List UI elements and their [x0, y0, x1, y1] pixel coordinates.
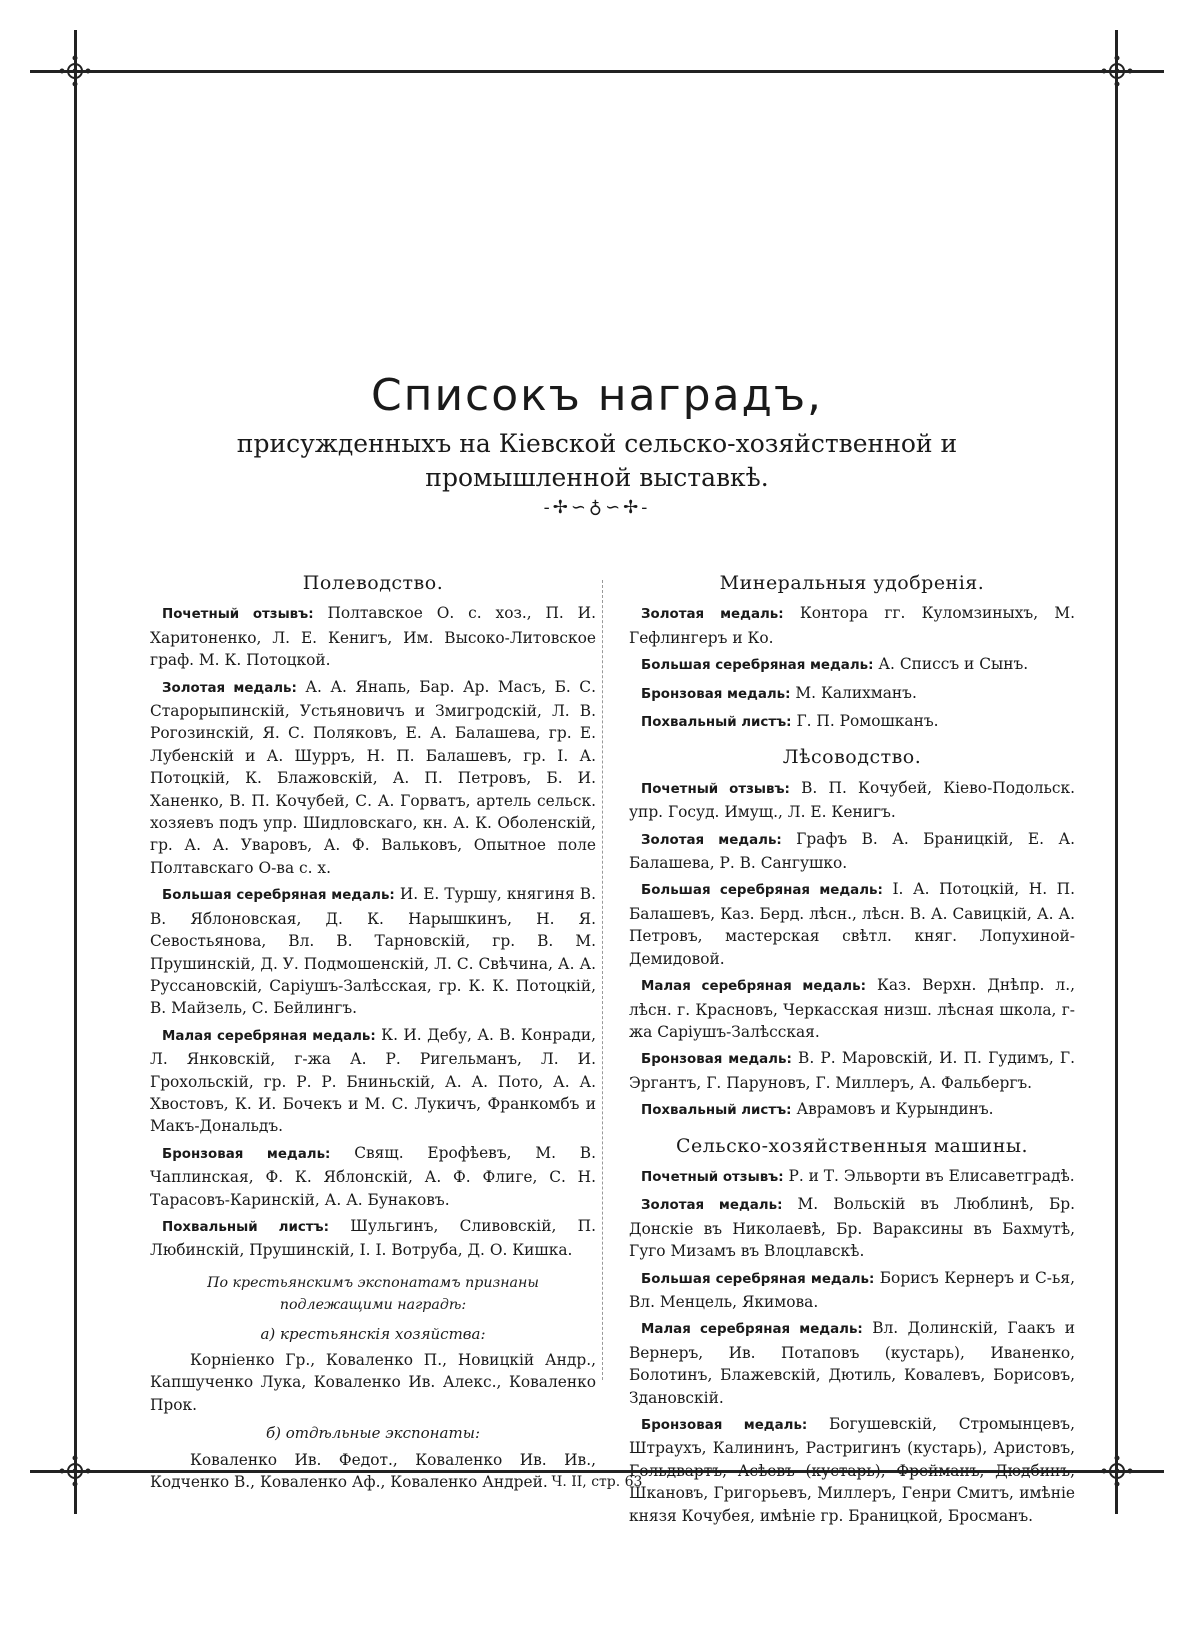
award-entry	[629, 710, 1075, 734]
title-block	[120, 370, 1074, 518]
award-text: Контора гг. Куломзиныхъ, М. Гефлингеръ и Ко.	[629, 604, 1075, 647]
award-text: Полтавское О. с. хоз., П. И. Харитоненко, Л. Е. Кенигъ, Им. Высоко-Литовское граф. М. К. Потоцкой.	[150, 604, 596, 670]
section-heading-mineral-fertilizers: Минеральныя удобренія.	[719, 572, 985, 594]
award-label: Золотая медаль:	[641, 1198, 783, 1214]
flourish-ornament: -✢∽♁∽✢-	[543, 497, 651, 518]
award-text: В. Р. Маровскій, И. П. Гудимъ, Г. Эргантъ, Г. Паруновъ, Г. Миллеръ, А. Фальбергъ.	[629, 1049, 1075, 1092]
peasant-farms-list: Корнiенко Гр., Коваленко П., Новицкій Андр., Капшученко Лука, Коваленко Ив. Алекс., Коваленко Прок.	[150, 1351, 596, 1414]
award-text: И. Е. Туршу, княгиня В. В. Яблоновская, Д. К. Нарышкинъ, Н. Я. Севостьянова, Вл. В. Тарновскій, гр. В. М. Прушинскій, Д. У. Подмошенскій, Л. С. Свѣчина, А. А. Руссановскій, Саріушъ-Залѣсская, гр. К. К. Потоцкій, В. Майзель, С. Бейлингъ.	[150, 885, 596, 1018]
award-label: Малая серебряная медаль:	[162, 1028, 376, 1044]
award-label: Большая серебряная медаль:	[641, 658, 874, 674]
award-entry	[629, 1165, 1075, 1189]
right-column	[629, 572, 1075, 1531]
award-label: Почетный отзывъ:	[641, 781, 790, 797]
section-heading-forestry: Лѣсоводство.	[782, 746, 922, 769]
award-entry	[629, 602, 1075, 649]
award-label: Похвальный листъ:	[641, 1103, 792, 1119]
award-text: В. П. Кочубей, Кіево-Подольск. упр. Госуд. Имущ., Л. Е. Кенигъ.	[629, 778, 1075, 822]
award-entry	[629, 1267, 1075, 1314]
award-entry	[629, 1193, 1075, 1262]
frame-top-line	[30, 70, 1164, 73]
award-text: Борисъ Кернеръ и С-ья, Вл. Менцель, Якимова.	[629, 1268, 1075, 1311]
award-label: Похвальный листъ:	[641, 715, 792, 731]
award-text: А. А. Янапь, Бар. Ар. Масъ, Б. С. Старорыпинскій, Устьяновичъ и Змигродскій, Л. В. Рогозинскій, Я. С. Поляковъ, Е. А. Балашева, гр. Е. Лубенскій и А. Шурръ, Н. П. Балашевъ, гр. І. А. Потоцкій, К. Блажовскій, А. П. Петровъ, Б. И. Ханенко, В. П. Кочубей, С. А. Горватъ, артель сельск. хозяевъ подъ упр. Шидловскаго, кн. А. К. Оболенскій, гр. А. А. Уваровъ, А. Ф. Вальковъ, Опытное поле Полтавскаго О-ва с. х.	[150, 677, 596, 877]
peasant-exhibits-note: По крестьянскимъ экспонатамъ признаны подлежащими наградѣ:	[207, 1274, 539, 1314]
award-text: А. Списсъ и Сынъ.	[878, 655, 1029, 674]
page-footer: Ч. II, стр. 63	[551, 1474, 643, 1490]
subheading-separate-exhibits: б) отдѣльные экспонаты:	[266, 1424, 480, 1443]
award-label: Бронзовая медаль:	[162, 1146, 331, 1162]
award-entry	[150, 602, 596, 671]
award-entry	[150, 1215, 596, 1262]
award-text: Графъ В. А. Браницкій, Е. А. Балашева, Р. В. Сангушко.	[629, 829, 1075, 873]
award-text: М. Калихманъ.	[795, 683, 917, 702]
award-text: Аврамовъ и Курындинъ.	[796, 1100, 994, 1119]
award-text: К. И. Дебу, А. В. Конради, Л. Янковскій, г-жа А. Р. Ригельманъ, Л. И. Грохольскій, гр. Р. Р. Бниньскій, А. А. Пото, А. А. Хвостовъ, К. И. Бочекъ и М. С. Лукичъ, Франкомбъ и Макъ-Дональдъ.	[150, 1025, 596, 1136]
award-text: Г. П. Ромошканъ.	[796, 712, 939, 731]
award-entry	[150, 1024, 596, 1138]
frame-right-line	[1115, 30, 1118, 1514]
award-label: Почетный отзывъ:	[641, 1169, 784, 1185]
award-entry	[629, 653, 1075, 677]
award-label: Бронзовая медаль:	[641, 1418, 808, 1433]
column-divider	[602, 580, 603, 1380]
award-entry	[150, 1142, 596, 1211]
page-title: Списокъ наградъ,	[370, 370, 824, 421]
separate-exhibits-list: Коваленко Ив. Федот., Коваленко Ив. Ив., Кодченко В., Коваленко Аф., Коваленко Андрей.	[150, 1450, 596, 1492]
award-text: Шульгинъ, Сливовскій, П. Любинскій, Прушинскій, І. І. Вотруба, Д. О. Кишка.	[150, 1216, 596, 1260]
subheading-peasant-farms: а) крестьянскія хозяйства:	[260, 1324, 486, 1343]
award-text: Богушевскій, Стромынцевъ, Штраухъ, Калининъ, Растригинъ (кустарь), Аристовъ, Гольдвартъ, Асѣевъ (кустарь), Фрейманъ, Дюдбинъ, Шкановъ, Григорьевъ, Миллеръ, Генри Смитъ, имѣніе князя Кочубея, имѣніе гр. Браницкой, Бросманъ.	[629, 1415, 1075, 1525]
award-text: І. А. Потоцкій, Н. П. Балашевъ, Каз. Берд. лѣсн., лѣсн. В. А. Савицкій, А. А. Петровъ, мастерская свѣтл. княг. Лопухиной-Демидовой.	[629, 880, 1075, 968]
corner-ornament-top-right	[1087, 41, 1147, 101]
award-entry	[150, 883, 596, 1019]
award-label: Золотая медаль:	[162, 680, 297, 696]
award-entry	[629, 878, 1075, 970]
award-entry	[629, 1413, 1075, 1527]
page-subtitle: присужденныхъ на Кіевской сельско-хозяйственной и промышленной выставкѣ.	[236, 429, 958, 492]
award-entry	[629, 777, 1075, 824]
award-entry	[629, 1317, 1075, 1409]
award-entry	[629, 1098, 1075, 1122]
award-text: Вл. Долинскій, Гаакъ и Вернеръ, Ив. Потаповъ (кустарь), Иваненко, Болотинъ, Блажевскій, Дютиль, Ковалевъ, Борисовъ, Здановскій.	[629, 1319, 1075, 1407]
award-label: Большая серебряная медаль:	[641, 883, 883, 899]
award-text: Свящ. Ерофѣевъ, М. В. Чаплинская, Ф. К. Яблонскій, А. Ф. Флиге, С. Н. Тарасовъ-Каринскій, А. А. Бунаковъ.	[150, 1143, 596, 1209]
award-label: Малая серебряная медаль:	[641, 979, 866, 995]
award-label: Большая серебряная медаль:	[641, 1271, 875, 1287]
frame-left-line	[74, 30, 77, 1514]
award-label: Похвальный листъ:	[162, 1219, 329, 1235]
award-entry	[629, 974, 1075, 1043]
award-label: Золотая медаль:	[641, 832, 782, 848]
corner-ornament-bottom-left	[45, 1441, 105, 1501]
award-text: Р. и Т. Эльворти въ Елисаветградѣ.	[788, 1166, 1075, 1185]
award-text: Каз. Верхн. Днѣпр. л., лѣсн. г. Красновъ, Черкасская низш. лѣсная школа, г-жа Саріушъ-Залѣсская.	[629, 976, 1075, 1041]
section-heading-agricultural-machines: Сельско-хозяйственныя машины.	[675, 1134, 1029, 1157]
award-label: Бронзовая медаль:	[641, 1052, 792, 1068]
award-text: М. Вольскій въ Люблинѣ, Бр. Донскіе въ Николаевѣ, Бр. Вараксины въ Бахмутѣ, Гуго Мизамъ въ Влоцлавскѣ.	[629, 1195, 1075, 1261]
corner-ornament-top-left	[45, 41, 105, 101]
award-entry	[150, 676, 596, 880]
left-column	[150, 572, 596, 1495]
award-label: Большая серебряная медаль:	[162, 888, 395, 904]
award-entry	[629, 828, 1075, 875]
award-label: Почетный отзывъ:	[162, 607, 314, 623]
award-label: Малая серебряная медаль:	[641, 1322, 863, 1338]
award-entry	[629, 682, 1075, 706]
corner-ornament-bottom-right	[1087, 1441, 1147, 1501]
award-label: Бронзовая медаль:	[641, 686, 791, 702]
award-label: Золотая медаль:	[641, 607, 784, 623]
section-heading-field-crops: Полеводство.	[302, 572, 444, 594]
award-entry	[629, 1047, 1075, 1094]
